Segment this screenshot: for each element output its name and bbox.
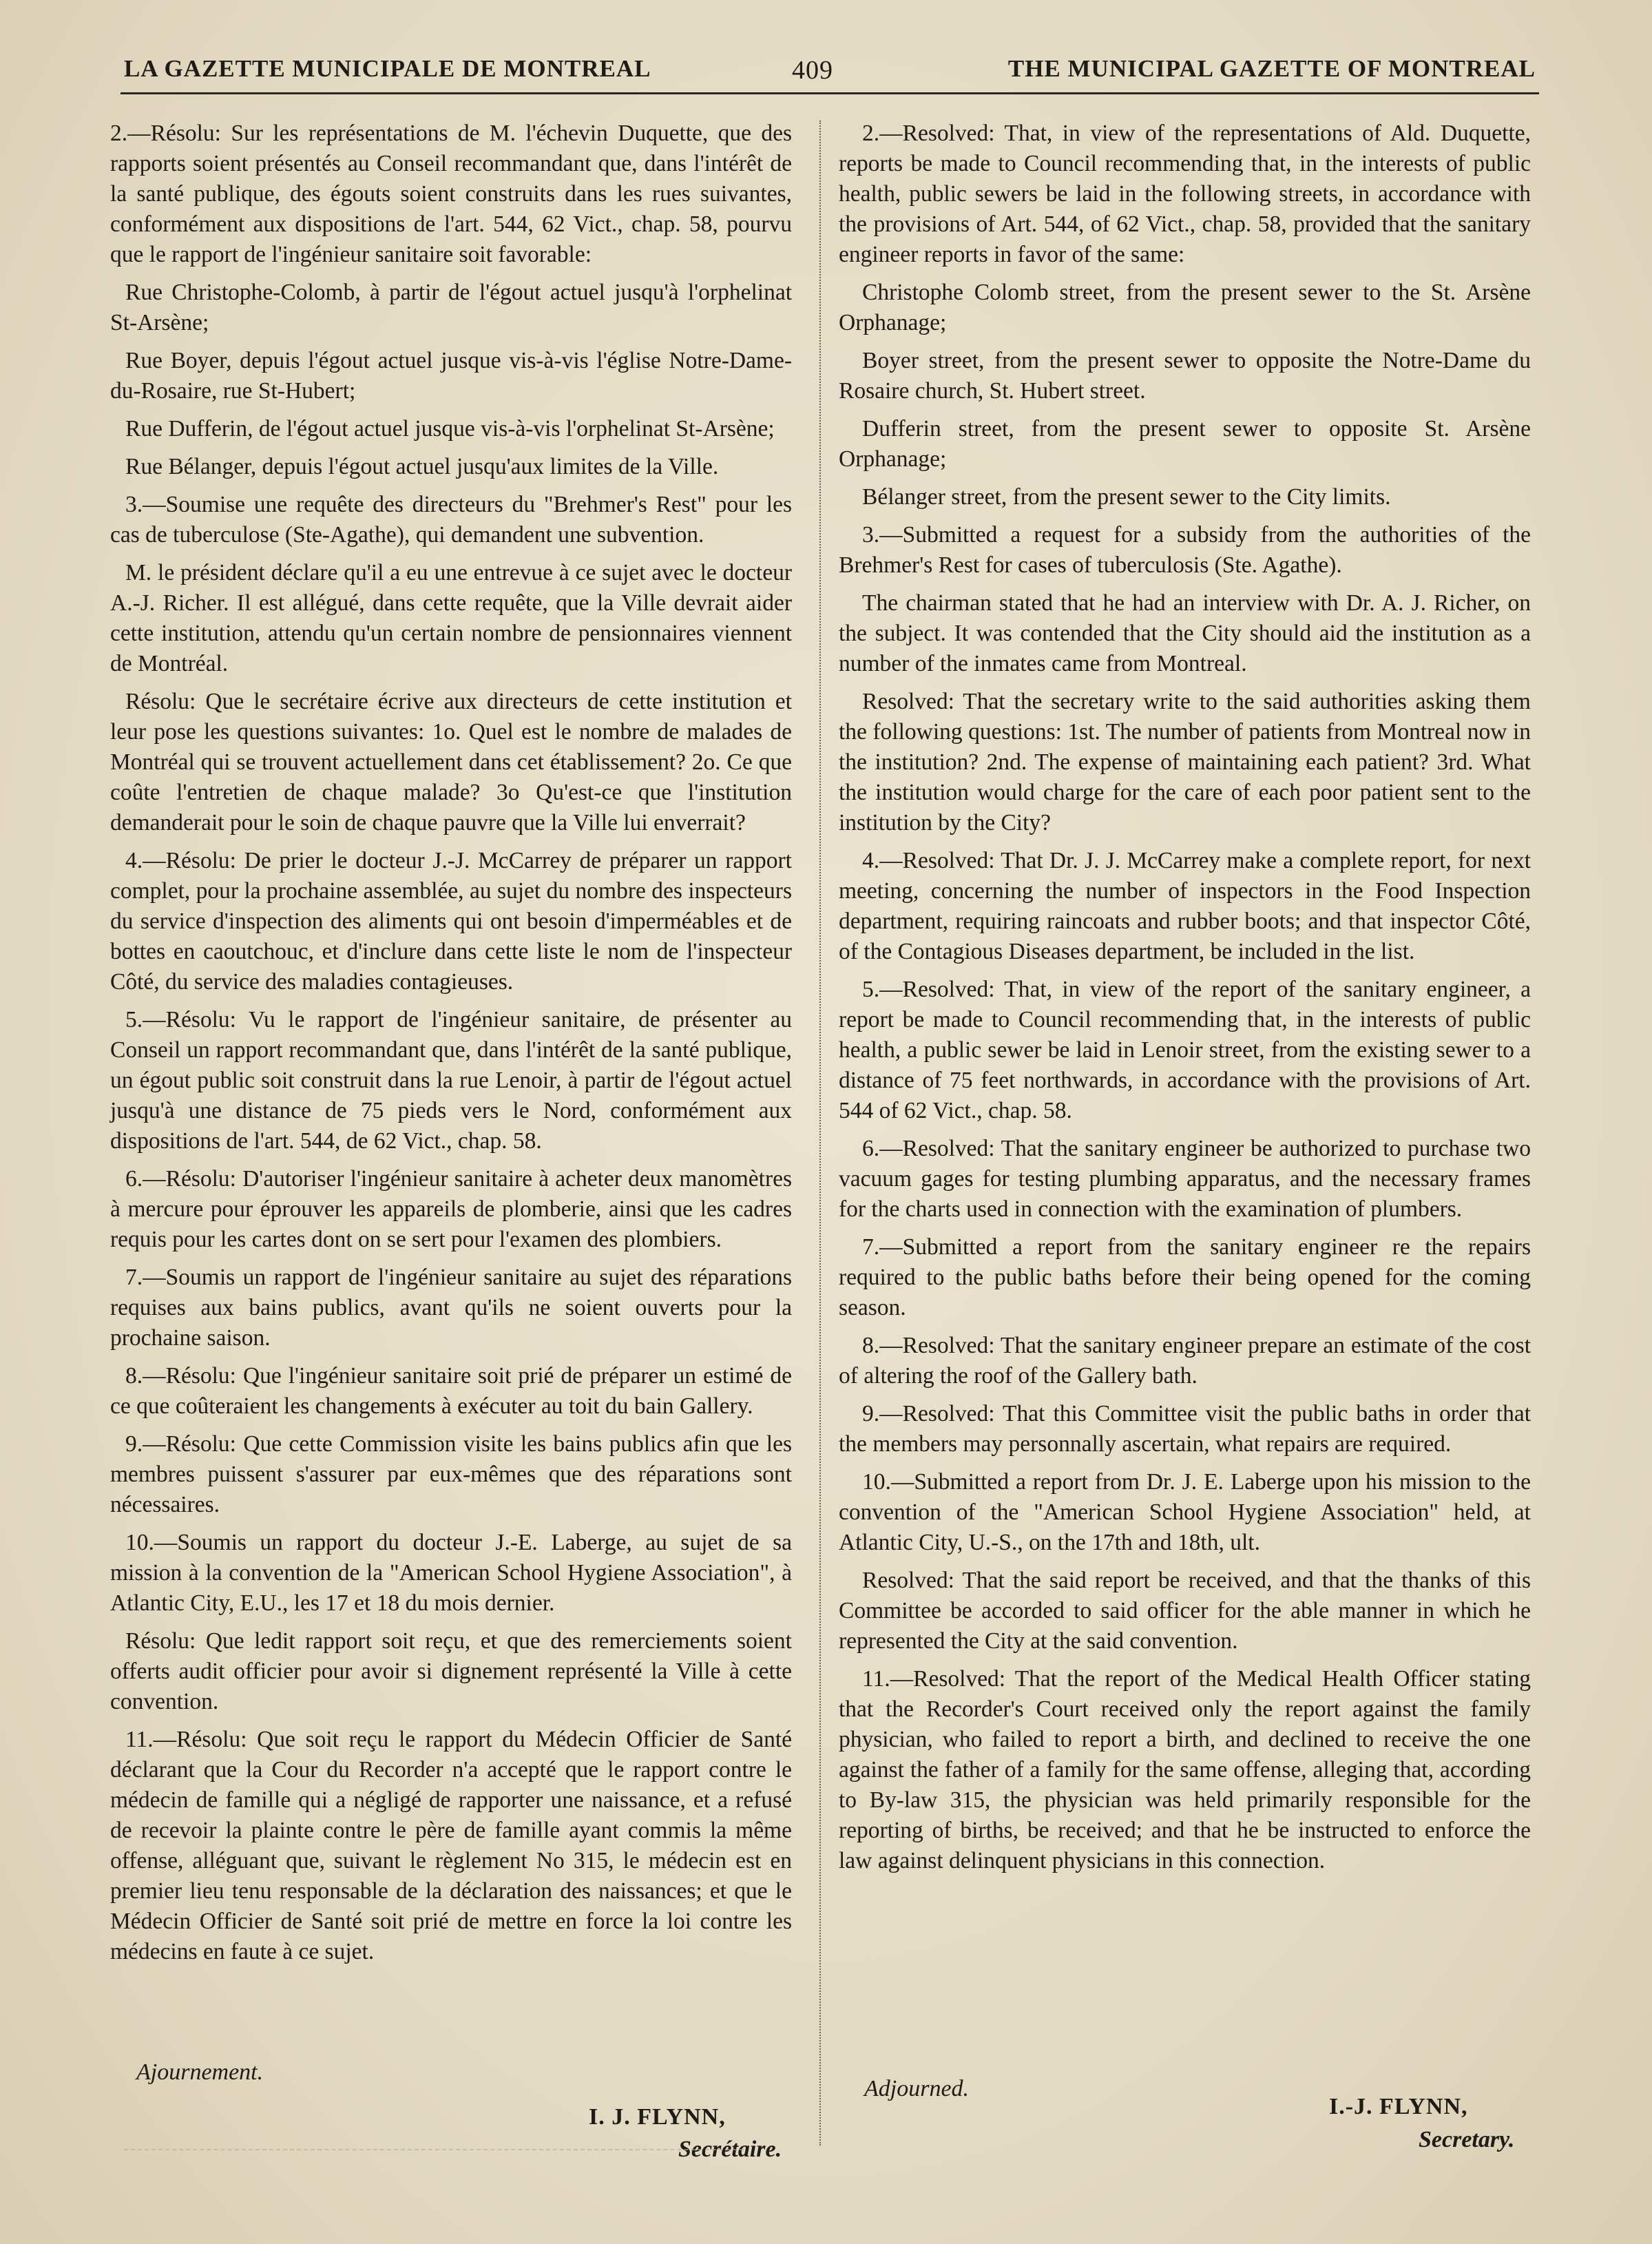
en-paragraph-8: 8.—Resolved: That the sanitary engineer prepare an estimate of the cost of altering the roof of the Gallery bath. (839, 1333, 1531, 1389)
en-paragraph-11: 11.—Resolved: That the report of the Medical Health Officer stating that the Recorder's Court received only the report against the family physician, who failed to report a birth, and declined to receive the one against the father of a family for the same offense, alleging that, according to By-law 315, the physician was held primarily responsible for the reporting of births, be received; and that he be instructed to enforce the law against delinquent physicians in this connection. (839, 1666, 1531, 1873)
fr-paragraph-street-3: Rue Dufferin, de l'égout actuel jusque vis-à-vis l'orphelinat St-Arsène; (125, 416, 775, 441)
english-column (839, 118, 1531, 1884)
fr-adjourned: Ajournement. (136, 2059, 264, 2085)
en-paragraph-street-2: Boyer street, from the present sewer to opposite the Notre-Dame du Rosaire church, St. Hubert street. (839, 348, 1531, 404)
en-paragraph-3c: Resolved: That the secretary write to the said authorities asking them the following questions: 1st. The number of patients from Montreal now in the institution? 2nd. The expense of maintaining each patient? 3rd. What the institution would charge for the care of each poor patient sent to the institution by the City? (839, 689, 1531, 835)
en-paragraph-3b: The chairman stated that he had an interview with Dr. A. J. Richer, on the subject. It was contended that the City should aid the institution as a number of the inmates came from Montreal. (839, 590, 1531, 676)
fr-paragraph-street-1: Rue Christophe-Colomb, à partir de l'égout actuel jusqu'à l'orphelinat St-Arsène; (110, 280, 792, 335)
header-rule (121, 92, 1539, 94)
en-paragraph-street-4: Bélanger street, from the present sewer to the City limits. (862, 484, 1391, 510)
en-paragraph-10: 10.—Submitted a report from Dr. J. E. Laberge upon his mission to the convention of the "American School Hygiene Association" held, at Atlantic City, U.-S., on the 17th and 18th, ult. (839, 1469, 1531, 1555)
en-paragraph-9: 9.—Resolved: That this Committee visit the public baths in order that the members may personnally ascertain, what repairs are required. (839, 1401, 1531, 1457)
en-paragraph-2: 2.—Resolved: That, in view of the representations of Ald. Duquette, reports be made to Council recommending that, in the interests of public health, public sewers be laid in the following streets, in accordance with the provisions of Art. 544, of 62 Vict., chap. 58, provided that the sanitary engineer reports in favor of the same: (839, 121, 1531, 267)
en-paragraph-7: 7.—Submitted a report from the sanitary engineer re the repairs required to the public baths before their being opened for the coming season. (839, 1234, 1531, 1320)
en-signature-role: Secretary. (1419, 2127, 1515, 2152)
fr-paragraph-7: 7.—Soumis un rapport de l'ingénieur sanitaire au sujet des réparations requises aux bains publics, avant qu'ils ne soient ouverts pour la prochaine saison. (110, 1265, 792, 1351)
fr-paragraph-10: 10.—Soumis un rapport du docteur J.-E. Laberge, au sujet de sa mission à la convention de la "American School Hygiene Association", à Atlantic City, E.U., les 17 et 18 du mois dernier. (110, 1530, 792, 1616)
fr-paragraph-10b: Résolu: Que ledit rapport soit reçu, et que des remerciements soient offerts audit officier pour avoir si dignement représenté la Ville à cette convention. (110, 1628, 792, 1714)
fr-signature-role: Secrétaire. (678, 2137, 782, 2162)
en-paragraph-5: 5.—Resolved: That, in view of the report of the sanitary engineer, a report be made to Council recommending that, in the interests of public health, a public sewer be laid in Lenoir street, from the existing sewer to a distance of 75 feet northwards, in accordance with the provisions of Art. 544 of 62 Vict., chap. 58. (839, 977, 1531, 1123)
header-title-english: THE MUNICIPAL GAZETTE OF MONTREAL (1007, 55, 1536, 82)
en-signature-name: I.-J. FLYNN, (1329, 2094, 1468, 2119)
fr-paragraph-street-2: Rue Boyer, depuis l'égout actuel jusque vis-à-vis l'église Notre-Dame-du-Rosaire, rue St-Hubert; (110, 348, 792, 404)
column-divider (819, 121, 822, 2146)
fr-paragraph-5: 5.—Résolu: Vu le rapport de l'ingénieur sanitaire, de présenter au Conseil un rapport recommandant que, dans l'intérêt de la santé publique, un égout public soit construit dans la rue Lenoir, à partir de l'égout actuel jusqu'à une distance de 75 pieds vers le Nord, conformément aux dispositions de l'art. 544, de 62 Vict., chap. 58. (110, 1007, 792, 1154)
fr-signature-name: I. J. FLYNN, (589, 2104, 726, 2130)
page-number: 409 (792, 56, 833, 85)
page-header (124, 48, 1536, 96)
fr-paragraph-3b: M. le président déclare qu'il a eu une entrevue à ce sujet avec le docteur A.-J. Richer. Il est allégué, dans cette requête, que la Ville devrait aider cette institution, attendu qu'un certain nombre de pensionnaires viennent de Montréal. (110, 560, 792, 676)
en-adjourned: Adjourned. (864, 2076, 970, 2101)
en-paragraph-10b: Resolved: That the said report be received, and that the thanks of this Committee be accorded to said officer for the able manner in which he represented the City at the said convention. (839, 1568, 1531, 1654)
french-column (110, 118, 792, 1975)
fr-paragraph-4: 4.—Résolu: De prier le docteur J.-J. McCarrey de préparer un rapport complet, pour la prochaine assemblée, au sujet du nombre des inspecteurs du service d'inspection des aliments qui ont besoin d'imperméables et de bottes en caoutchouc, et d'inclure dans cette liste le nom de l'inspecteur Côté, du service des maladies contagieuses. (110, 848, 792, 995)
bottom-print-artifact (124, 2149, 744, 2152)
fr-paragraph-3c: Résolu: Que le secrétaire écrive aux directeurs de cette institution et leur pose les questions suivantes: 1o. Quel est le nombre de malades de Montréal qui se trouvent actuellement dans cet établissement? 2o. Ce que coûte l'entretien de chaque malade? 3o Qu'est-ce que l'institution demanderait pour le soin de chaque pauvre que la Ville lui enverrait? (110, 689, 792, 835)
fr-paragraph-street-4: Rue Bélanger, depuis l'égout actuel jusqu'aux limites de la Ville. (125, 454, 719, 479)
fr-paragraph-3: 3.—Soumise une requête des directeurs du "Brehmer's Rest" pour les cas de tuberculose (Ste-Agathe), qui demandent une subvention. (110, 492, 792, 548)
en-paragraph-street-1: Christophe Colomb street, from the present sewer to the St. Arsène Orphanage; (839, 280, 1531, 335)
en-paragraph-3: 3.—Submitted a request for a subsidy from the authorities of the Brehmer's Rest for cases of tuberculosis (Ste. Agathe). (839, 522, 1531, 578)
fr-paragraph-8: 8.—Résolu: Que l'ingénieur sanitaire soit prié de préparer un estimé de ce que coûteraient les changements à exécuter au toit du bain Gallery. (110, 1363, 792, 1419)
en-paragraph-street-3: Dufferin street, from the present sewer to opposite St. Arsène Orphanage; (839, 416, 1531, 472)
fr-paragraph-9: 9.—Résolu: Que cette Commission visite les bains publics afin que les membres puissent s'assurer par eux-mêmes que des réparations sont nécessaires. (110, 1431, 792, 1517)
en-paragraph-4: 4.—Resolved: That Dr. J. J. McCarrey make a complete report, for next meeting, concerning the number of inspectors in the Food Inspection department, requiring raincoats and rubber boots; and that inspector Côté, of the Contagious Diseases department, be included in the list. (839, 848, 1531, 964)
fr-paragraph-6: 6.—Résolu: D'autoriser l'ingénieur sanitaire à acheter deux manomètres à mercure pour éprouver les appareils de plomberie, ainsi que les cadres requis pour les cartes dont on se sert pour l'examen des plombiers. (110, 1166, 792, 1252)
fr-paragraph-11: 11.—Résolu: Que soit reçu le rapport du Médecin Officier de Santé déclarant que la Cour du Recorder n'a accepté que le rapport contre le médecin de famille qui a négligé de rapporter une naissance, et a refusé de recevoir la plainte contre le père de famille ayant commis la même offense, alléguant que, suivant le règlement No 315, le médecin est en premier lieu tenu responsable de la déclaration des naissances; et que le Médecin Officier de Santé soit prié de mettre en force la loi contre les médecins en faute à ce sujet. (110, 1727, 792, 1964)
en-paragraph-6: 6.—Resolved: That the sanitary engineer be authorized to purchase two vacuum gages for testing plumbing apparatus, and the necessary frames for the charts used in connection with the examination of plumbers. (839, 1136, 1531, 1222)
header-title-french: LA GAZETTE MUNICIPALE DE MONTREAL (124, 55, 651, 82)
fr-paragraph-2: 2.—Résolu: Sur les représentations de M. l'échevin Duquette, que des rapports soient présentés au Conseil recommandant que, dans l'intérêt de la santé publique, des égouts soient construits dans les rues suivantes, conformément aux dispositions de l'art. 544, 62 Vict., chap. 58, pourvu que le rapport de l'ingénieur sanitaire soit favorable: (110, 121, 792, 267)
